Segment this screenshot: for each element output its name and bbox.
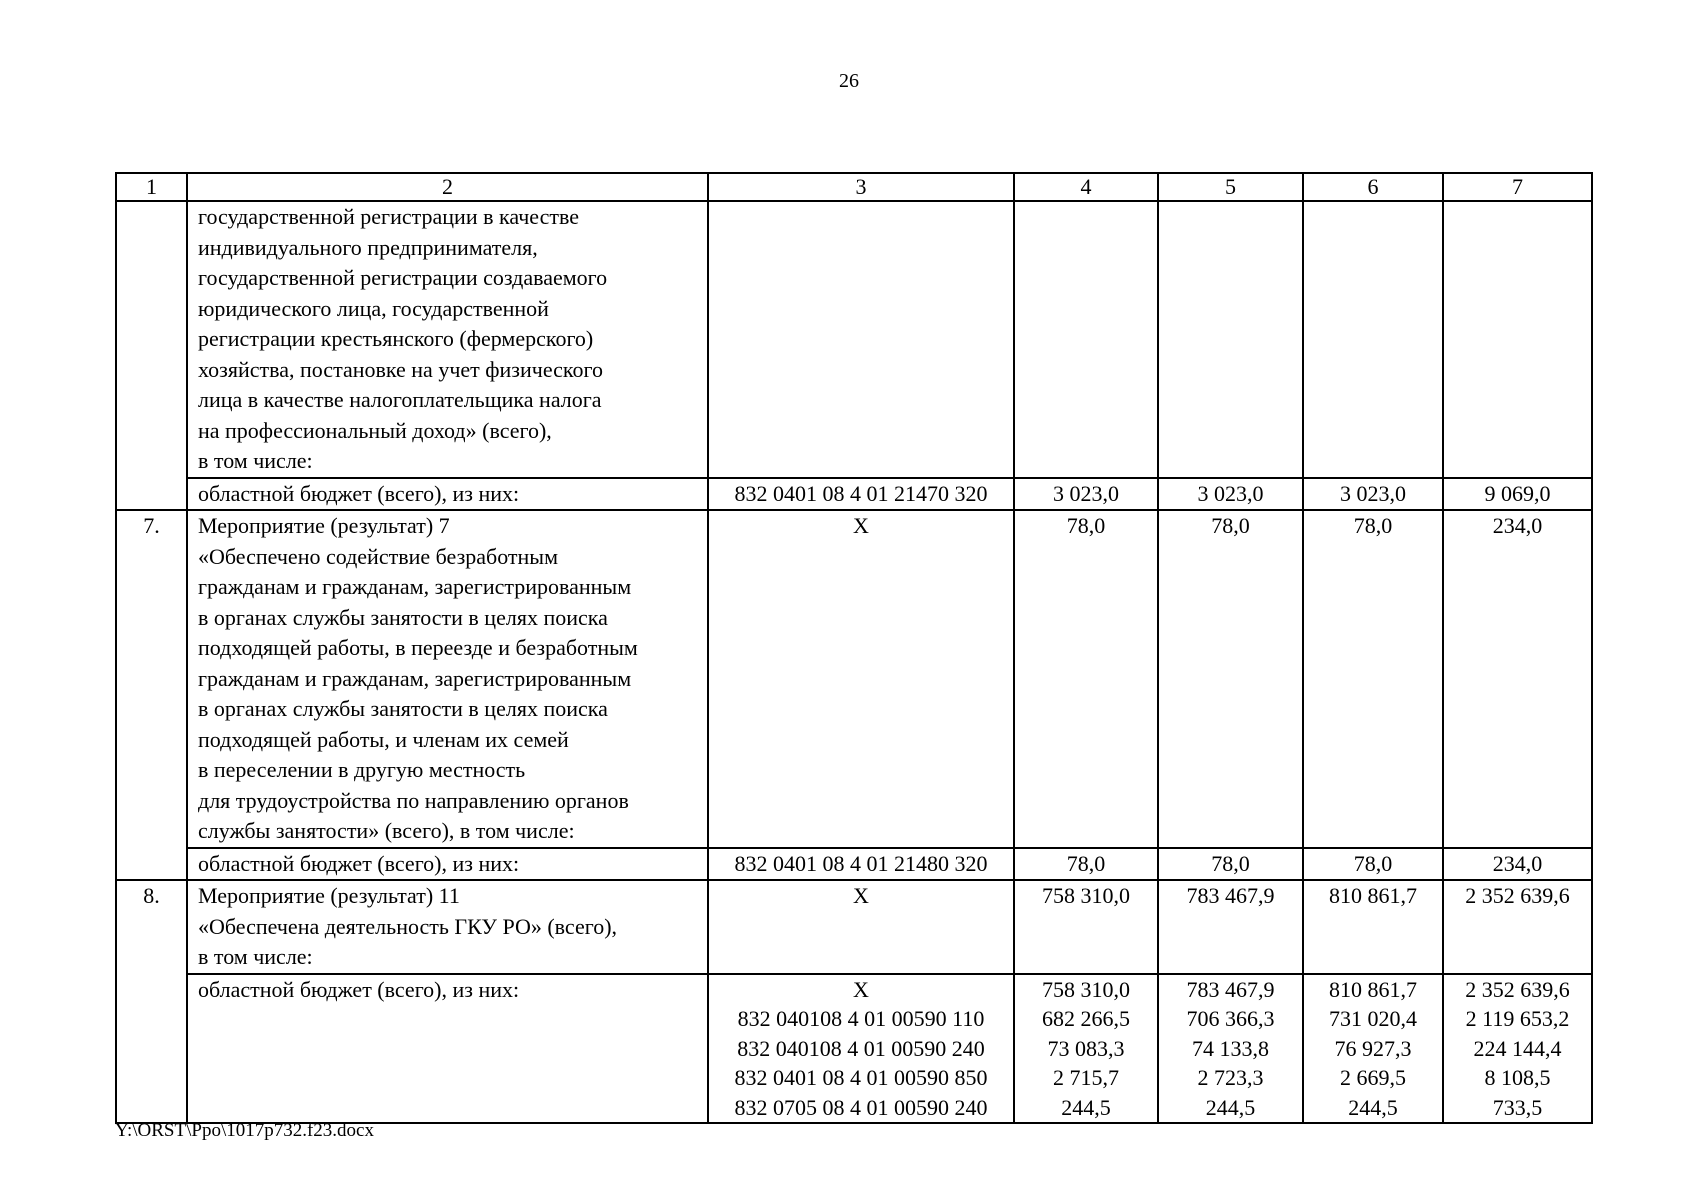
value-line: 8 108,5 — [1484, 1065, 1551, 1090]
row-number-cell — [116, 201, 187, 478]
description-line: индивидуального предпринимателя, — [198, 234, 538, 260]
description-line: хозяйства, постановке на учет физического — [198, 356, 603, 382]
row-number-cell — [116, 478, 187, 511]
column-header: 5 — [1158, 173, 1303, 201]
column-header: 1 — [116, 173, 187, 201]
row-number-cell: 8. — [116, 880, 187, 974]
value-cell: 78,0 — [1303, 848, 1443, 881]
value-line: 73 083,3 — [1047, 1035, 1125, 1061]
code-cell — [708, 974, 1014, 1124]
value-line: 758 310,0 — [1042, 976, 1130, 1002]
description-line: лица в качестве налогоплательщика налога — [198, 387, 602, 412]
row-number-cell — [116, 848, 187, 881]
description-line: гражданам и гражданам, зарегистрированным — [198, 574, 632, 599]
code-cell — [708, 201, 1014, 478]
description-line: службы занятости» (всего), в том числе: — [198, 818, 575, 843]
value-line: 224 144,4 — [1473, 1035, 1562, 1061]
description-line: Мероприятие (результат) 7 — [198, 513, 450, 538]
value-cell: 9 069,0 — [1443, 478, 1592, 511]
table-row — [116, 974, 1592, 1124]
value-cell: 810 861,7 — [1303, 880, 1443, 974]
table-row — [116, 201, 1592, 478]
description-cell — [187, 201, 708, 478]
description-line: подходящей работы, в переезде и безработным — [198, 635, 638, 660]
value-cell — [1443, 201, 1592, 478]
value-cell — [1158, 974, 1303, 1124]
description-line: государственной регистрации в качестве — [198, 204, 579, 229]
description-line: Мероприятие (результат) 11 — [198, 883, 460, 908]
code-line: 832 0401 08 4 01 00590 850 — [734, 1065, 988, 1090]
description-cell — [187, 510, 708, 848]
value-cell — [1443, 974, 1592, 1124]
value-cell — [1014, 201, 1158, 478]
row-number-cell: 7. — [116, 510, 187, 848]
value-cell: 78,0 — [1158, 510, 1303, 848]
description-line: в том числе: — [198, 944, 313, 969]
value-line: 2 723,3 — [1197, 1065, 1264, 1090]
description-line: гражданам и гражданам, зарегистрированным — [198, 665, 632, 691]
row-number-cell — [116, 974, 187, 1124]
value-line: 244,5 — [1061, 1094, 1111, 1120]
value-cell: 78,0 — [1014, 848, 1158, 881]
code-line: 832 040108 4 01 00590 240 — [737, 1035, 985, 1061]
value-cell: 783 467,9 — [1158, 880, 1303, 974]
description-line: в переселении в другую местность — [198, 757, 526, 782]
description-line: «Обеспечена деятельность ГКУ РО» (всего), — [198, 913, 618, 939]
value-line: 2 669,5 — [1340, 1065, 1406, 1090]
value-cell: 78,0 — [1303, 510, 1443, 848]
value-cell — [1014, 974, 1158, 1124]
table-row — [116, 510, 1592, 848]
value-line: 783 467,9 — [1186, 976, 1275, 1002]
value-cell: 2 352 639,6 — [1443, 880, 1592, 974]
description-line: «Обеспечено содействие безработным — [198, 543, 559, 569]
budget-label-cell: областной бюджет (всего), из них: — [187, 974, 708, 1124]
description-line: на профессиональный доход» (всего), — [198, 417, 552, 443]
code-cell: Х — [708, 510, 1014, 848]
description-line: подходящей работы, и членам их семей — [198, 726, 569, 752]
table-row — [116, 880, 1592, 974]
description-line: регистрации крестьянского (фермерского) — [198, 326, 594, 351]
code-cell: 832 0401 08 4 01 21470 320 — [708, 478, 1014, 511]
column-header: 4 — [1014, 173, 1158, 201]
footer-file-path: Y:\ORST\Ppo\1017p732.f23.docx — [115, 1120, 374, 1141]
description-line: государственной регистрации создаваемого — [198, 265, 608, 290]
value-cell — [1303, 201, 1443, 478]
value-line: 74 133,8 — [1192, 1035, 1269, 1061]
value-line: 810 861,7 — [1329, 976, 1417, 1002]
column-header: 6 — [1303, 173, 1443, 201]
code-line: 832 040108 4 01 00590 110 — [737, 1006, 985, 1031]
value-line: 76 927,3 — [1334, 1035, 1412, 1061]
description-line: для трудоустройства по направлению органов — [198, 787, 629, 813]
value-cell — [1158, 201, 1303, 478]
page-number: 26 — [839, 70, 859, 92]
value-line: 2 715,7 — [1053, 1065, 1119, 1090]
code-cell: Х — [708, 880, 1014, 974]
budget-label-cell: областной бюджет (всего), из них: — [187, 478, 708, 511]
column-header: 2 — [187, 173, 708, 201]
description-cell — [187, 880, 708, 974]
description-line: в том числе: — [198, 448, 313, 473]
code-cell: 832 0401 08 4 01 21480 320 — [708, 848, 1014, 881]
value-line: 733,5 — [1492, 1094, 1543, 1120]
value-line: 706 366,3 — [1186, 1006, 1275, 1031]
table-row — [116, 478, 1592, 511]
description-line: юридического лица, государственной — [198, 295, 549, 321]
budget-table — [115, 172, 1593, 1124]
table-row — [116, 848, 1592, 881]
value-line: 731 020,4 — [1329, 1006, 1417, 1031]
value-cell: 758 310,0 — [1014, 880, 1158, 974]
value-cell: 3 023,0 — [1303, 478, 1443, 511]
value-cell: 234,0 — [1443, 510, 1592, 848]
description-line: в органах службы занятости в целях поиска — [198, 604, 608, 630]
description-line: в органах службы занятости в целях поиска — [198, 696, 608, 721]
value-cell: 234,0 — [1443, 848, 1592, 881]
value-cell — [1303, 974, 1443, 1124]
value-line: 244,5 — [1205, 1094, 1256, 1120]
code-line: 832 0705 08 4 01 00590 240 — [734, 1094, 988, 1120]
table-header-row — [116, 173, 1592, 201]
column-header: 3 — [708, 173, 1014, 201]
value-cell: 78,0 — [1014, 510, 1158, 848]
value-line: 244,5 — [1348, 1094, 1398, 1120]
value-cell: 3 023,0 — [1014, 478, 1158, 511]
value-line: 682 266,5 — [1042, 1006, 1130, 1031]
value-line: 2 119 653,2 — [1465, 1006, 1570, 1031]
code-line: Х — [853, 976, 869, 1002]
value-cell: 3 023,0 — [1158, 478, 1303, 511]
column-header: 7 — [1443, 173, 1592, 201]
value-line: 2 352 639,6 — [1465, 976, 1570, 1002]
value-cell: 78,0 — [1158, 848, 1303, 881]
budget-label-cell: областной бюджет (всего), из них: — [187, 848, 708, 881]
